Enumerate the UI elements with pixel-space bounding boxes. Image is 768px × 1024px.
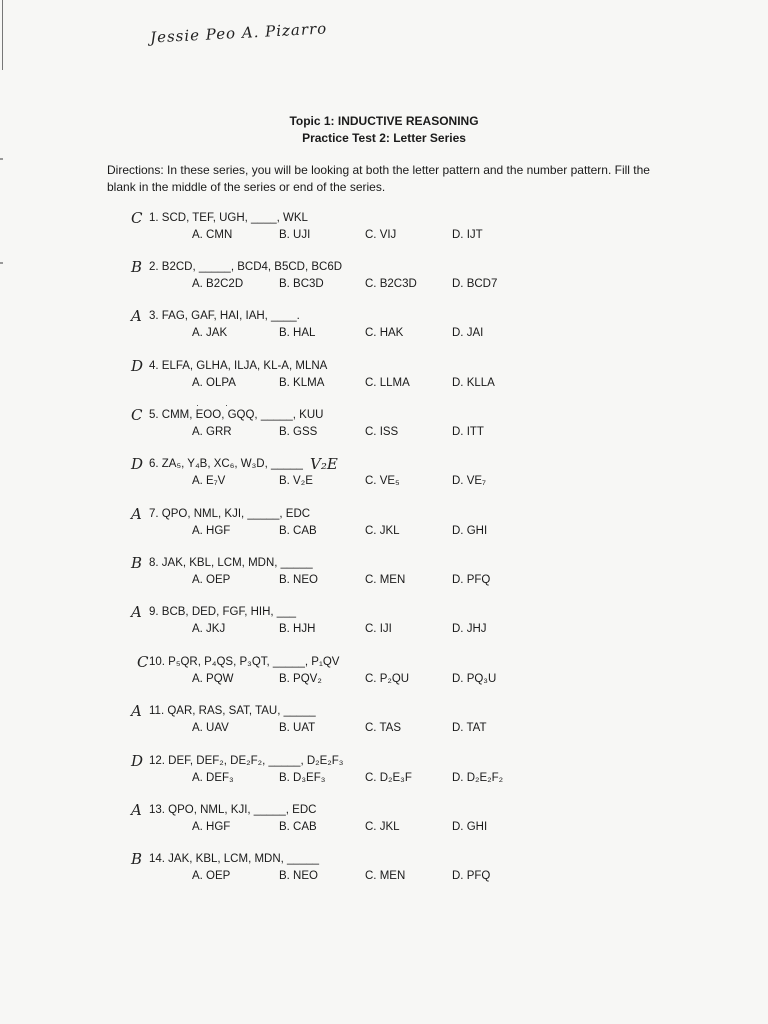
handwritten-answer-mark: A: [131, 307, 142, 325]
question-item: [0, 702, 768, 739]
option-b: B. HJH: [279, 623, 316, 635]
option-b: B. NEO: [279, 574, 318, 586]
option-c: C. MEN: [365, 574, 406, 586]
question-item: [0, 455, 768, 492]
question-item: [0, 653, 768, 690]
question-item: [0, 752, 768, 789]
question-stem: 5. CMM, EOO, GQQ, _____, KUU: [149, 409, 324, 421]
handwritten-answer-mark: A: [131, 505, 142, 523]
option-c: C. JKL: [365, 525, 400, 537]
handwritten-answer-mark: B: [131, 258, 143, 276]
option-b: B. BC3D: [279, 278, 324, 290]
option-d: D. IJT: [452, 229, 483, 241]
option-c: C. TAS: [365, 722, 401, 734]
option-d: D. VE₇: [452, 475, 486, 487]
option-b: B. CAB: [279, 821, 317, 833]
question-stem: 1. SCD, TEF, UGH, ____, WKL: [149, 212, 308, 224]
option-a: A. E₇V: [192, 475, 226, 487]
question-item: [0, 258, 768, 295]
question-stem: 9. BCB, DED, FGF, HIH, ___: [149, 606, 296, 618]
student-signature: Jessie Peo A. Pizarro: [149, 19, 328, 47]
option-d: D. TAT: [452, 722, 487, 734]
option-c: C. B2C3D: [365, 278, 417, 290]
question-item: [0, 801, 768, 838]
option-a: A. CMN: [192, 229, 233, 241]
option-a: A. B2C2D: [192, 278, 244, 290]
question-stem: 7. QPO, NML, KJI, _____, EDC: [149, 508, 311, 520]
option-a: A. OEP: [192, 574, 231, 586]
option-d: D. PFQ: [452, 574, 491, 586]
option-c: C. MEN: [365, 870, 406, 882]
handwritten-answer-mark: D: [131, 357, 144, 375]
option-d: D. D₂E₂F₂: [452, 772, 504, 784]
question-stem: 12. DEF, DEF₂, DE₂F₂, _____, D₂E₂F₃: [149, 755, 344, 767]
page-edge-line: [2, 0, 3, 70]
option-b: B. GSS: [279, 426, 318, 438]
question-stem: 2. B2CD, _____, BCD4, B5CD, BC6D: [149, 261, 343, 273]
page-edge-tick: [0, 158, 3, 160]
question-stem: 13. QPO, NML, KJI, _____, EDC: [149, 804, 317, 816]
option-b: B. NEO: [279, 870, 318, 882]
option-a: A. HGF: [192, 525, 231, 537]
option-b: B. UJI: [279, 229, 311, 241]
option-c: C. HAK: [365, 327, 404, 339]
option-a: A. OLPA: [192, 377, 236, 389]
option-d: D. PQ₃U: [452, 673, 497, 685]
question-stem: 10. P₅QR, P₄QS, P₃QT, _____, P₁QV: [149, 656, 340, 668]
option-a: A. DEF₃: [192, 772, 234, 784]
option-c: C. LLMA: [365, 377, 410, 389]
directions-text: Directions: In these series, you will be looking at both the letter pattern and the number pattern. Fill the blank in the middle of the series or end of the series.: [107, 163, 650, 194]
option-a: A. OEP: [192, 870, 231, 882]
handwritten-answer-mark: A: [131, 801, 142, 819]
option-a: A. GRR: [192, 426, 232, 438]
option-d: D. GHI: [452, 821, 488, 833]
handwritten-answer-mark: C: [131, 406, 143, 424]
question-item: [0, 554, 768, 591]
pencil-dot-marks: ··: [196, 400, 254, 410]
question-stem: 8. JAK, KBL, LCM, MDN, _____: [149, 557, 313, 569]
handwritten-answer-mark: B: [131, 554, 143, 572]
question-item: [0, 357, 768, 394]
option-b: B. KLMA: [279, 377, 325, 389]
handwritten-answer-mark: D: [131, 752, 144, 770]
option-b: B. PQV₂: [279, 673, 322, 685]
question-item: [0, 505, 768, 542]
option-b: B. CAB: [279, 525, 317, 537]
handwritten-answer-mark: D: [131, 455, 144, 473]
option-d: D. BCD7: [452, 278, 498, 290]
option-a: A. JKJ: [192, 623, 226, 635]
question-stem: 11. QAR, RAS, SAT, TAU, _____: [149, 705, 316, 717]
option-c: C. VIJ: [365, 229, 397, 241]
option-d: D. GHI: [452, 525, 488, 537]
question-stem: 14. JAK, KBL, LCM, MDN, _____: [149, 853, 320, 865]
question-item: [0, 307, 768, 344]
question-item: [0, 603, 768, 640]
option-a: A. JAK: [192, 327, 228, 339]
test-subtitle: Practice Test 2: Letter Series: [302, 131, 466, 145]
question-item: [0, 400, 768, 443]
option-c: C. VE₅: [365, 475, 400, 487]
handwritten-answer-mark: A: [131, 603, 142, 621]
option-d: D. JAI: [452, 327, 484, 339]
option-c: C. IJI: [365, 623, 392, 635]
option-a: A. UAV: [192, 722, 229, 734]
option-b: B. D₃EF₃: [279, 772, 326, 784]
option-d: D. ITT: [452, 426, 484, 438]
option-d: D. JHJ: [452, 623, 487, 635]
handwritten-answer-mark: A: [131, 702, 142, 720]
handwritten-answer-mark: B: [131, 850, 143, 868]
question-stem: 6. ZA₅, Y₄B, XC₆, W₃D, _____: [149, 458, 303, 470]
question-stem: 4. ELFA, GLHA, ILJA, KL-A, MLNA: [149, 360, 328, 372]
option-c: C. P₂QU: [365, 673, 410, 685]
question-stem: 3. FAG, GAF, HAI, IAH, ____.: [149, 310, 300, 322]
option-c: C. D₂E₃F: [365, 772, 412, 784]
question-item: [0, 850, 768, 887]
handwritten-answer-mark: C: [137, 653, 149, 671]
option-d: D. PFQ: [452, 870, 491, 882]
option-a: A. PQW: [192, 673, 234, 685]
option-c: C. JKL: [365, 821, 400, 833]
option-a: A. HGF: [192, 821, 231, 833]
option-b: B. V₂E: [279, 475, 313, 487]
option-b: B. UAT: [279, 722, 316, 734]
option-d: D. KLLA: [452, 377, 495, 389]
handwritten-answer-mark: C: [131, 209, 143, 227]
topic-title: Topic 1: INDUCTIVE REASONING: [289, 114, 479, 128]
option-b: B. HAL: [279, 327, 316, 339]
option-c: C. ISS: [365, 426, 399, 438]
handwritten-note: V₂E: [310, 455, 338, 473]
question-item: [0, 209, 768, 246]
